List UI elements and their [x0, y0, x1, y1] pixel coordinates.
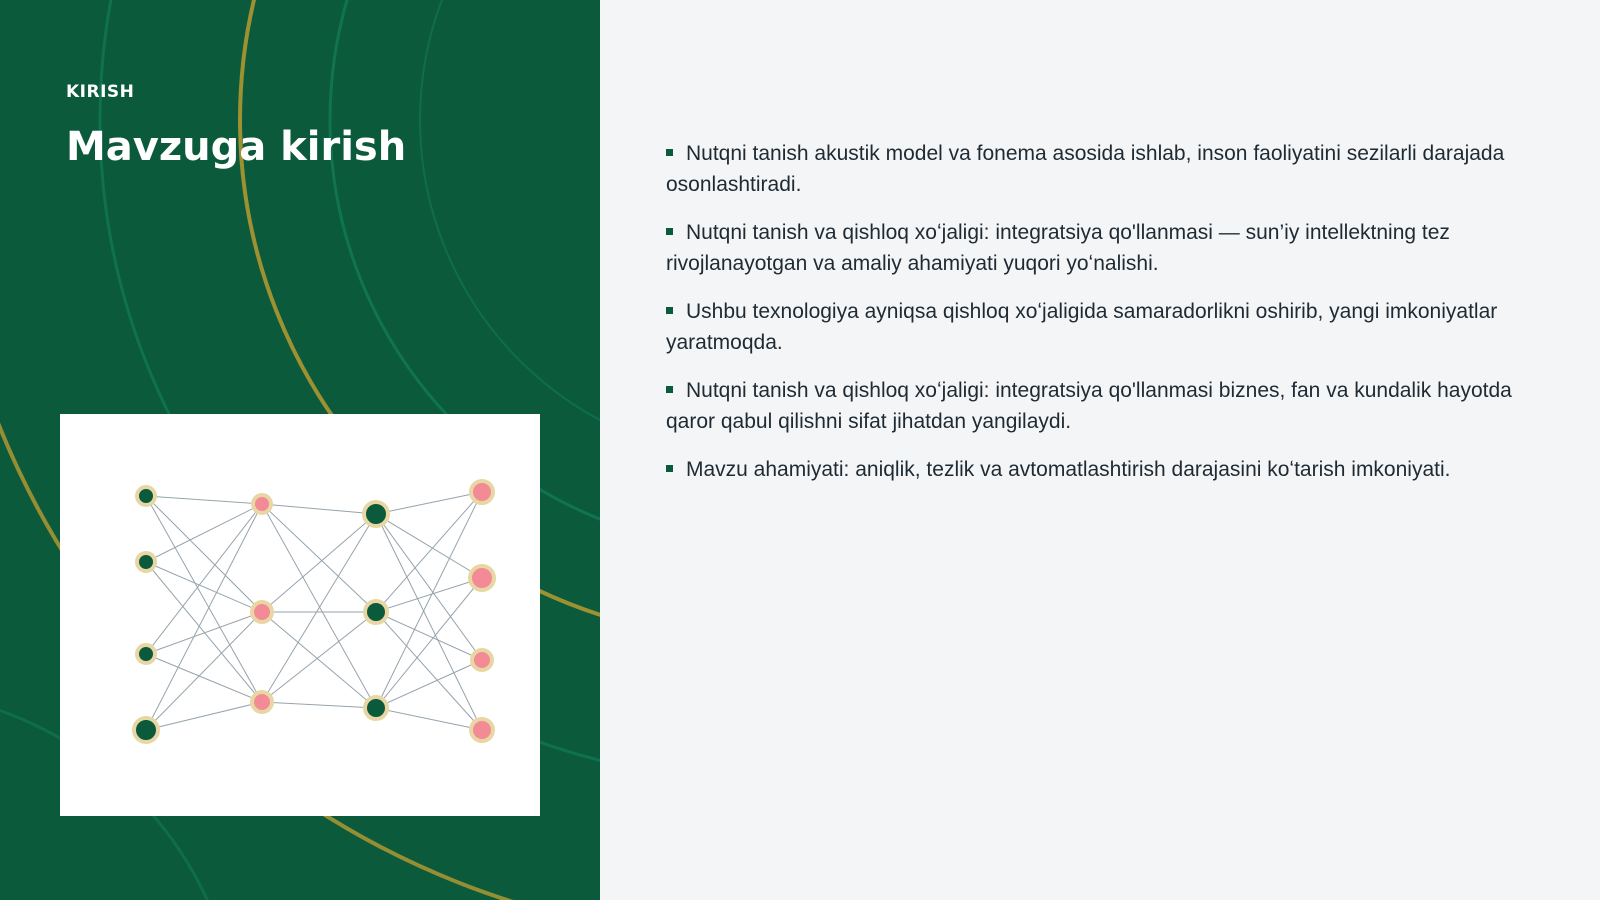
- bullet-text: Nutqni tanish va qishloq xoʻjaligi: integratsiya qo'llanmasi — sun’iy intellektning tez rivojlanayotgan va amaliy ahamiyati yuqori yoʻnalishi.: [666, 221, 1450, 275]
- bullet-text: Nutqni tanish va qishloq xoʻjaligi: integratsiya qo'llanmasi biznes, fan va kundalik hayotda qaror qabul qilishni sifat jihatdan yangilaydi.: [666, 379, 1512, 433]
- bullet-square-icon: [666, 465, 673, 472]
- list-item: [666, 217, 1536, 279]
- neural-network-image: [60, 414, 540, 816]
- section-kicker: KIRISH: [66, 82, 135, 102]
- bullet-text: Ushbu texnologiya ayniqsa qishloq xoʻjaligida samaradorlikni oshirib, yangi imkoniyatlar yaratmoqda.: [666, 300, 1498, 354]
- bullet-square-icon: [666, 228, 673, 235]
- list-item: [666, 138, 1536, 200]
- bullet-text: Mavzu ahamiyati: aniqlik, tezlik va avtomatlashtirish darajasini koʻtarish imkoniyati.: [686, 458, 1451, 481]
- right-panel: [600, 0, 1600, 900]
- bullet-square-icon: [666, 307, 673, 314]
- list-item: [666, 375, 1536, 437]
- neural-network-icon: [60, 414, 540, 816]
- bullet-list: [666, 138, 1536, 502]
- page-title: Mavzuga kirish: [66, 124, 407, 170]
- left-panel: [0, 0, 600, 900]
- list-item: [666, 454, 1536, 485]
- bullet-square-icon: [666, 386, 673, 393]
- bullet-square-icon: [666, 149, 673, 156]
- list-item: [666, 296, 1536, 358]
- bullet-text: Nutqni tanish akustik model va fonema asosida ishlab, inson faoliyatini sezilarli darajada osonlashtiradi.: [666, 142, 1505, 196]
